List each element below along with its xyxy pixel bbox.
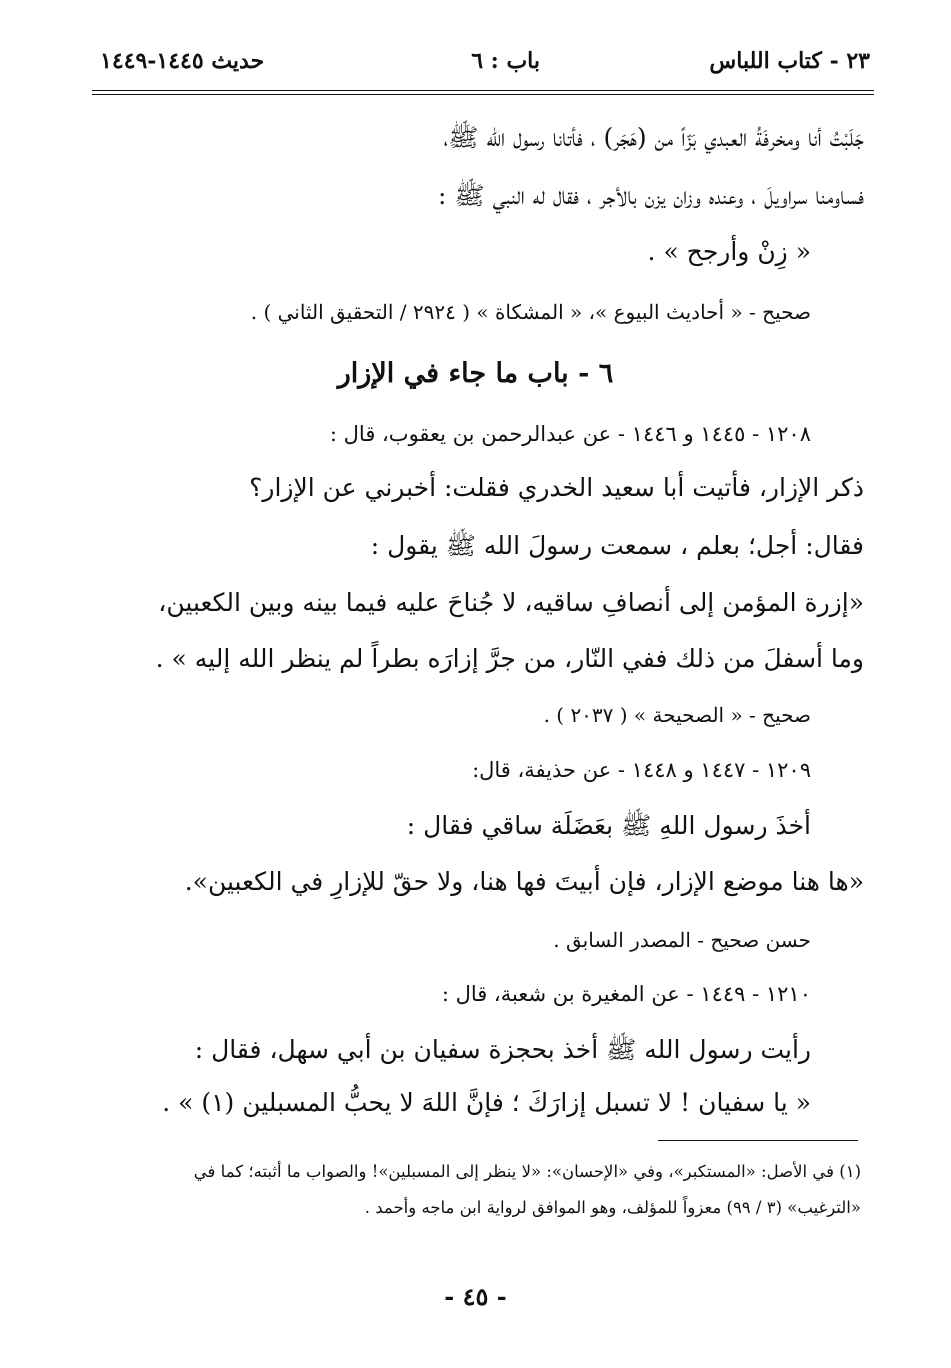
chapter-title: ٦ - باب ما جاء في الإزار	[337, 358, 614, 389]
grading-line: صحيح - « الصحيحة » ( ٢٠٣٧ ) .	[543, 703, 811, 727]
footnote-rule	[658, 1140, 858, 1141]
text-line: فساومنا سراويلَ ، وعنده وزان يزن بالأجر ، فقال له النبي ﷺ :	[438, 181, 864, 210]
text-line: «ها هنا موضع الإزار، فإن أبيتَ فها هنا، ولا حقّ للإزارِ في الكعبين».	[184, 867, 864, 896]
text-line: ذكر الإزار، فأتيت أبا سعيد الخدري فقلت: أخبرني عن الإزار؟	[249, 473, 864, 502]
text-line: فقال: أجل؛ بعلم ، سمعت رسولَ الله ﷺ يقول :	[370, 531, 864, 560]
text-line: أخذَ رسول اللهِ ﷺ بعَضَلَة ساقي فقال :	[406, 811, 811, 840]
header-rule	[92, 90, 874, 95]
grading-line: حسن صحيح - المصدر السابق .	[553, 928, 811, 952]
text-line: « زِنْ وأرجح » .	[647, 237, 811, 266]
text-line: رأيت رسول الله ﷺ أخذ بحجزة سفيان بن أبي سهل، فقال :	[194, 1035, 811, 1064]
footnote-line: «الترغيب» (٣ / ٩٩) معزواً للمؤلف، وهو الموافق لرواية ابن ماجه وأحمد .	[364, 1198, 861, 1217]
text-line: جَلَبْتُ أنا ومخرفَةُ العبدي بَزّاً من (هَجَر) ، فأتانا رسول الله ﷺ،	[443, 123, 864, 152]
running-header	[100, 42, 870, 82]
hadith-number-line: ١٢١٠ - ١٤٤٩ - عن المغيرة بن شعبة، قال :	[441, 982, 811, 1006]
footnote-line: (١) في الأصل: «المستكبر»، وفي «الإحسان»: «لا ينظر إلى المسبلين»! والصواب ما أثبته؛ كما في	[193, 1162, 861, 1181]
text-line: وما أسفلَ من ذلك ففي النّار، من جرَّ إزارَه بطراً لم ينظر الله إليه » .	[155, 644, 864, 673]
header-section: باب : ٦	[471, 48, 540, 74]
page-number: - ٤٥ -	[444, 1282, 507, 1311]
grading-line: صحيح - « أحاديث البيوع »، « المشكاة » ( ٢٩٢٤ / التحقيق الثاني ) .	[250, 300, 811, 324]
header-chapter: ٢٣ - كتاب اللباس	[709, 48, 870, 74]
header-hadith-range: حديث ١٤٤٥-١٤٤٩	[100, 48, 265, 74]
text-line: «إزرة المؤمن إلى أنصافِ ساقيه، لا جُناحَ عليه فيما بينه وبين الكعبين،	[158, 588, 864, 617]
text-line: « يا سفيان ! لا تسبل إزارَكَ ؛ فإنَّ اللهَ لا يحبُّ المسبلين (١) » .	[162, 1088, 811, 1117]
hadith-number-line: ١٢٠٨ - ١٤٤٥ و ١٤٤٦ - عن عبدالرحمن بن يعقوب، قال :	[329, 422, 811, 446]
hadith-number-line: ١٢٠٩ - ١٤٤٧ و ١٤٤٨ - عن حذيفة، قال:	[472, 758, 811, 782]
